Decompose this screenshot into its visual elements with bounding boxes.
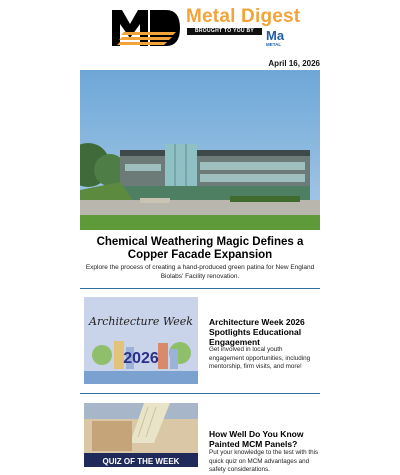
article-description-architecture-week: Get involved in local youth engagement opportunities, including mentorship, firm visits, and more! <box>209 346 311 370</box>
quiz-graphic <box>84 403 198 467</box>
section-divider <box>80 393 320 394</box>
brand-title[interactable]: Metal Digest <box>186 6 301 27</box>
architecture-week-image-text: Architecture Week <box>89 315 193 328</box>
section-divider <box>80 288 320 289</box>
feature-description: Explore the process of creating a hand-produced green patina for New England Biolabs' Facility renovation. <box>85 264 315 280</box>
sponsor-mark: Ma <box>266 28 285 43</box>
article-image-architecture-week[interactable] <box>84 297 198 384</box>
newsletter-header <box>0 0 400 56</box>
architecture-week-graphic <box>84 297 198 384</box>
feature-title[interactable]: Chemical Weathering Magic Defines a Copper Facade Expansion <box>96 236 304 261</box>
brought-to-you-by-bar: BROUGHT TO YOU BY <box>187 28 262 35</box>
article-title-quiz[interactable]: How Well Do You Know Painted MCM Panels? <box>209 429 304 449</box>
feature-image[interactable] <box>80 70 320 230</box>
article-image-quiz[interactable] <box>84 403 198 467</box>
issue-date: April 16, 2026 <box>268 59 320 68</box>
sponsor-logo-icon[interactable] <box>265 27 287 49</box>
md-logo-icon[interactable] <box>110 8 182 48</box>
architecture-week-year: 2026 <box>123 350 159 367</box>
article-description-quiz: Put your knowledge to the test with this quick quiz on MCM advantages and safety considerations. <box>209 449 319 473</box>
sponsor-word: METAL <box>266 42 282 47</box>
quiz-image-text: QUIZ OF THE WEEK <box>102 457 180 466</box>
building-photo <box>80 70 320 230</box>
article-title-architecture-week[interactable]: Architecture Week 2026 Spotlights Educational Engagement <box>209 317 305 347</box>
